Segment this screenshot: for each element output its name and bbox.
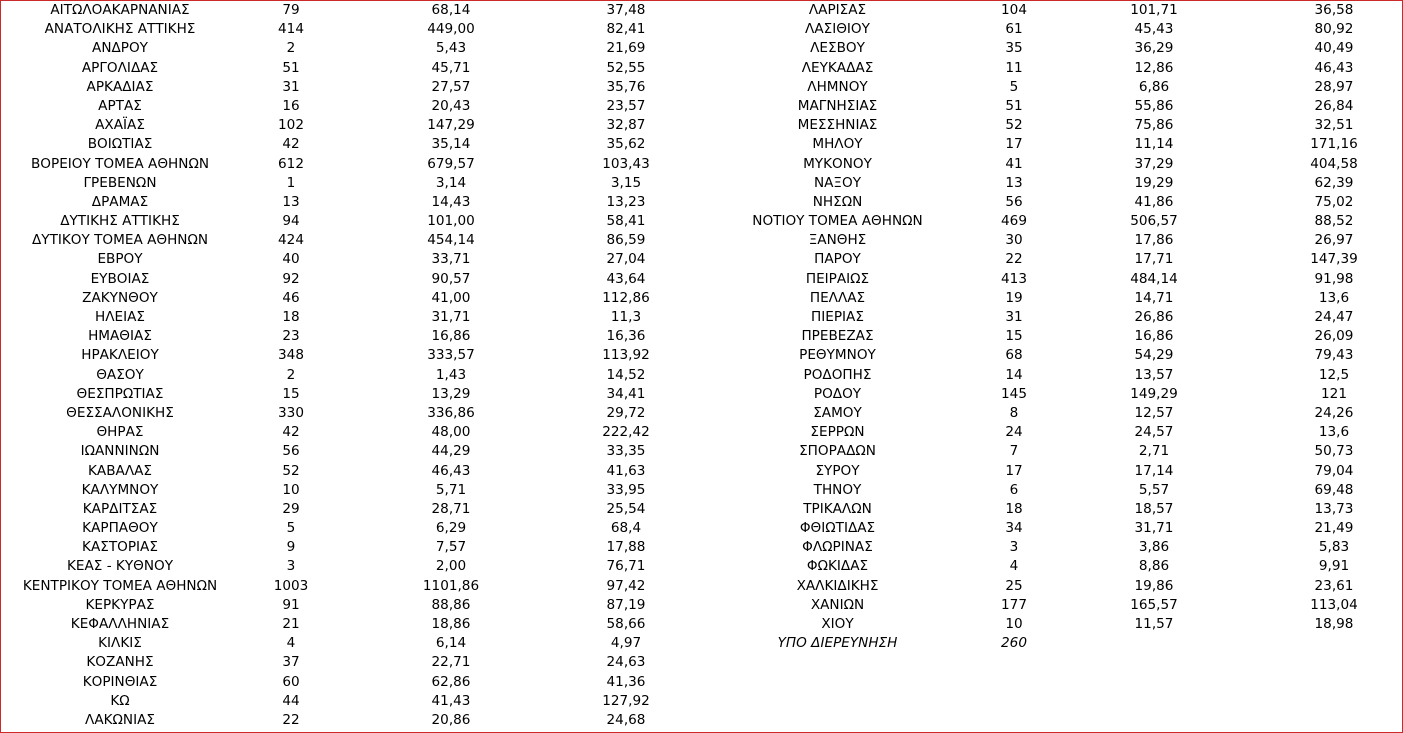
average-cell: 6,86: [1138, 78, 1170, 95]
average-cell: 18,86: [431, 616, 471, 632]
left-region-column: [11, 1, 229, 730]
average-cell: 2,00: [435, 558, 467, 575]
average-cell: 19,29: [1134, 174, 1174, 191]
region-name-cell: ΠΕΛΛΑΣ: [809, 289, 866, 306]
cases-cell: 51: [1005, 97, 1023, 114]
cases-cell: 413: [1001, 270, 1027, 287]
cases-cell: 56: [1005, 193, 1023, 210]
cases-cell: 52: [1005, 117, 1023, 134]
incidence-cell: 69,48: [1314, 481, 1354, 498]
region-name-cell: ΖΑΚΥΝΘΟΥ: [82, 289, 158, 306]
cases-cell: 13: [1005, 174, 1023, 191]
region-name-cell: ΑΧΑΪΑΣ: [95, 117, 145, 134]
incidence-cell: 52,55: [606, 59, 646, 76]
cases-cell: 16: [282, 97, 300, 114]
right-cases-column: [984, 1, 1044, 653]
region-name-cell: ΕΥΒΟΙΑΣ: [90, 270, 150, 287]
incidence-cell: 87,19: [606, 596, 646, 613]
region-name-cell: ΙΩΑΝΝΙΝΩΝ: [80, 443, 160, 460]
cases-cell: 60: [282, 673, 300, 690]
incidence-cell: 147,39: [1310, 251, 1358, 268]
region-name-cell: ΚΕΝΤΡΙΚΟΥ ΤΟΜΕΑ ΑΘΗΝΩΝ: [22, 577, 218, 594]
region-name-cell: ΤΡΙΚΑΛΩΝ: [803, 500, 872, 517]
region-name-cell: ΧΑΝΙΩΝ: [810, 596, 865, 613]
average-cell: 26,86: [1134, 309, 1174, 325]
cases-cell: 35: [1005, 40, 1023, 57]
cases-cell: 177: [1001, 596, 1027, 613]
region-name-cell: ΣΑΜΟΥ: [813, 404, 862, 421]
region-name-cell: ΡΟΔΟΥ: [813, 385, 862, 402]
left-average-column: [371, 1, 531, 730]
average-cell: 45,71: [431, 59, 471, 76]
average-cell: 6,29: [435, 520, 467, 537]
cases-cell: 29: [282, 500, 300, 517]
cases-cell: 10: [282, 481, 300, 498]
incidence-cell: 23,57: [606, 97, 646, 114]
incidence-cell: 35,76: [606, 78, 646, 95]
average-cell: 62,86: [431, 673, 471, 690]
cases-cell: 7: [1009, 443, 1019, 460]
region-name-cell: ΘΕΣΣΑΛΟΝΙΚΗΣ: [66, 404, 174, 421]
cases-cell: 61: [1005, 21, 1023, 38]
cases-cell: 102: [278, 117, 304, 134]
incidence-cell: 171,16: [1310, 136, 1358, 153]
region-name-cell: ΗΡΑΚΛΕΙΟΥ: [81, 347, 159, 364]
incidence-cell: 24,68: [606, 711, 646, 728]
region-name-cell: ΗΜΑΘΙΑΣ: [88, 328, 152, 345]
incidence-cell: 75,02: [1314, 193, 1354, 210]
average-cell: 19,86: [1134, 577, 1174, 594]
cases-cell: 11: [1005, 59, 1023, 76]
average-cell: 449,00: [427, 21, 475, 38]
incidence-cell: 58,41: [606, 213, 646, 230]
average-cell: 12,86: [1134, 59, 1174, 76]
incidence-cell: 46,43: [1314, 59, 1354, 76]
incidence-cell: 26,09: [1314, 328, 1354, 345]
region-name-cell: ΧΑΛΚΙΔΙΚΗΣ: [796, 577, 879, 594]
cases-cell: 52: [282, 462, 300, 479]
average-cell: 33,71: [431, 251, 471, 268]
incidence-cell: 26,97: [1314, 232, 1354, 249]
cases-cell: 51: [282, 59, 300, 76]
average-cell: 27,57: [431, 78, 471, 95]
incidence-cell: 28,97: [1314, 78, 1354, 95]
average-cell: 11,57: [1134, 616, 1174, 632]
incidence-cell: 82,41: [606, 21, 646, 38]
cases-cell: 10: [1005, 616, 1023, 632]
region-name-cell: ΠΕΙΡΑΙΩΣ: [805, 270, 870, 287]
average-cell: 68,14: [431, 2, 471, 18]
average-cell: 28,71: [431, 500, 471, 517]
incidence-cell: 88,52: [1314, 213, 1354, 230]
left-cases-column: [261, 1, 321, 730]
cases-cell: 25: [1005, 577, 1023, 594]
incidence-cell: 33,95: [606, 481, 646, 498]
average-cell: 101,00: [427, 213, 475, 230]
region-name-cell: ΚΑΡΔΙΤΣΑΣ: [82, 500, 158, 517]
cases-cell: 22: [1005, 251, 1023, 268]
cases-cell: 42: [282, 424, 300, 441]
cases-cell: 18: [1005, 500, 1023, 517]
under-investigation-label: ΥΠΟ ΔΙΕΡΕΥΝΗΣΗ: [777, 635, 898, 652]
region-name-cell: ΜΗΛΟΥ: [812, 136, 863, 153]
cases-cell: 22: [282, 711, 300, 728]
incidence-cell: 18,98: [1314, 616, 1354, 632]
average-cell: 31,71: [1134, 520, 1174, 537]
region-name-cell: ΛΕΣΒΟΥ: [810, 40, 865, 57]
average-cell: 333,57: [427, 347, 475, 364]
cases-cell: 92: [282, 270, 300, 287]
average-cell: 55,86: [1134, 97, 1174, 114]
incidence-cell: 12,5: [1318, 366, 1350, 383]
cases-cell: 3: [286, 558, 296, 575]
cases-cell: 41: [1005, 155, 1023, 172]
average-cell: 48,00: [431, 424, 471, 441]
average-cell: 41,43: [431, 692, 471, 709]
cases-cell: 23: [282, 328, 300, 345]
region-name-cell: ΛΑΣΙΘΙΟΥ: [805, 21, 870, 38]
incidence-cell: 97,42: [606, 577, 646, 594]
incidence-cell: 13,6: [1318, 424, 1350, 441]
cases-cell: 18: [282, 309, 300, 325]
region-name-cell: ΚΕΑΣ - ΚΥΘΝΟΥ: [66, 558, 174, 575]
incidence-cell: 32,51: [1314, 117, 1354, 134]
region-name-cell: ΚΕΦΑΛΛΗΝΙΑΣ: [70, 616, 170, 632]
incidence-cell: 113,04: [1310, 596, 1358, 613]
average-cell: 45,43: [1134, 21, 1174, 38]
average-cell: 13,57: [1134, 366, 1174, 383]
cases-cell: 330: [278, 404, 304, 421]
average-cell: 18,57: [1134, 500, 1174, 517]
cases-cell: 145: [1001, 385, 1027, 402]
region-name-cell: ΠΡΕΒΕΖΑΣ: [801, 328, 874, 345]
average-cell: 3,14: [435, 174, 467, 191]
region-name-cell: ΝΗΣΩΝ: [812, 193, 863, 210]
average-cell: 41,00: [431, 289, 471, 306]
region-name-cell: ΝΑΞΟΥ: [813, 174, 862, 191]
cases-cell: 5: [1009, 78, 1019, 95]
incidence-cell: 50,73: [1314, 443, 1354, 460]
region-name-cell: ΚΟΖΑΝΗΣ: [86, 654, 154, 671]
incidence-cell: 113,92: [602, 347, 650, 364]
region-name-cell: ΑΝΑΤΟΛΙΚΗΣ ΑΤΤΙΚΗΣ: [44, 21, 196, 38]
cases-cell: 19: [1005, 289, 1023, 306]
average-cell: 22,71: [431, 654, 471, 671]
average-cell: 44,29: [431, 443, 471, 460]
left-incidence-column: [536, 1, 716, 730]
average-cell: 147,29: [427, 117, 475, 134]
incidence-cell: 34,41: [606, 385, 646, 402]
incidence-cell: 14,52: [606, 366, 646, 383]
average-cell: 24,57: [1134, 424, 1174, 441]
incidence-cell: 103,43: [602, 155, 650, 172]
average-cell: 149,29: [1130, 385, 1178, 402]
cases-cell: 15: [1005, 328, 1023, 345]
cases-cell: 9: [286, 539, 296, 556]
region-name-cell: ΣΥΡΟΥ: [815, 462, 860, 479]
average-cell: 46,43: [431, 462, 471, 479]
cases-cell: 30: [1005, 232, 1023, 249]
incidence-cell: 24,26: [1314, 404, 1354, 421]
incidence-cell: 37,48: [606, 2, 646, 18]
region-name-cell: ΜΑΓΝΗΣΙΑΣ: [797, 97, 878, 114]
cases-cell: 46: [282, 289, 300, 306]
cases-cell: 68: [1005, 347, 1023, 364]
average-cell: 16,86: [431, 328, 471, 345]
region-name-cell: ΦΩΚΙΔΑΣ: [806, 558, 869, 575]
average-cell: 5,43: [435, 40, 467, 57]
incidence-cell: 5,83: [1318, 539, 1350, 556]
average-cell: 20,86: [431, 711, 471, 728]
incidence-cell: 68,4: [610, 520, 642, 537]
incidence-cell: 17,88: [606, 539, 646, 556]
incidence-cell: 404,58: [1310, 155, 1358, 172]
cases-cell: 37: [282, 654, 300, 671]
incidence-cell: 86,59: [606, 232, 646, 249]
cases-cell: 24: [1005, 424, 1023, 441]
region-name-cell: ΑΝΔΡΟΥ: [92, 40, 148, 57]
region-name-cell: ΛΑΚΩΝΙΑΣ: [85, 711, 155, 728]
incidence-cell: 16,36: [606, 328, 646, 345]
incidence-cell: 91,98: [1314, 270, 1354, 287]
incidence-cell: 33,35: [606, 443, 646, 460]
average-cell: 2,71: [1138, 443, 1170, 460]
average-cell: 20,43: [431, 97, 471, 114]
cases-cell: 17: [1005, 136, 1023, 153]
right-incidence-column: [1244, 1, 1403, 634]
cases-cell: 15: [282, 385, 300, 402]
cases-cell: 612: [278, 155, 304, 172]
incidence-cell: 43,64: [606, 270, 646, 287]
incidence-cell: 32,87: [606, 117, 646, 134]
region-name-cell: ΑΡΚΑΔΙΑΣ: [86, 78, 154, 95]
average-cell: 13,29: [431, 385, 471, 402]
incidence-cell: 9,91: [1318, 558, 1350, 575]
average-cell: 5,57: [1138, 481, 1170, 498]
cases-cell: 31: [282, 78, 300, 95]
incidence-cell: 29,72: [606, 404, 646, 421]
incidence-cell: 112,86: [602, 289, 650, 306]
cases-cell: 13: [282, 193, 300, 210]
region-name-cell: ΣΕΡΡΩΝ: [810, 424, 865, 441]
region-name-cell: ΒΟΡΕΙΟΥ ΤΟΜΕΑ ΑΘΗΝΩΝ: [30, 155, 210, 172]
average-cell: 11,14: [1134, 136, 1174, 153]
cases-cell: 17: [1005, 462, 1023, 479]
region-name-cell: ΔΡΑΜΑΣ: [91, 193, 149, 210]
average-cell: 90,57: [431, 270, 471, 287]
average-cell: 17,86: [1134, 232, 1174, 249]
incidence-cell: 23,61: [1314, 577, 1354, 594]
incidence-cell: 27,04: [606, 251, 646, 268]
region-name-cell: ΚΑΡΠΑΘΟΥ: [82, 520, 158, 537]
region-name-cell: ΛΗΜΝΟΥ: [807, 78, 868, 95]
incidence-cell: 13,73: [1314, 500, 1354, 517]
average-cell: 14,71: [1134, 289, 1174, 306]
incidence-cell: 79,04: [1314, 462, 1354, 479]
cases-cell: 34: [1005, 520, 1023, 537]
region-name-cell: ΝΟΤΙΟΥ ΤΟΜΕΑ ΑΘΗΝΩΝ: [752, 213, 923, 230]
average-cell: 101,71: [1130, 2, 1178, 18]
region-name-cell: ΦΘΙΩΤΙΔΑΣ: [799, 520, 876, 537]
incidence-cell: 24,63: [606, 654, 646, 671]
cases-cell: 1003: [273, 577, 309, 594]
incidence-cell: 79,43: [1314, 347, 1354, 364]
cases-cell: 424: [278, 232, 304, 249]
average-cell: 5,71: [435, 481, 467, 498]
incidence-cell: 76,71: [606, 558, 646, 575]
cases-cell: 56: [282, 443, 300, 460]
incidence-cell: 4,97: [610, 635, 642, 652]
average-cell: 36,29: [1134, 40, 1174, 57]
cases-cell: 414: [278, 21, 304, 38]
cases-cell: 469: [1001, 213, 1027, 230]
region-name-cell: ΜΕΣΣΗΝΙΑΣ: [797, 117, 878, 134]
region-name-cell: ΚΙΛΚΙΣ: [98, 635, 142, 652]
region-name-cell: ΚΩ: [110, 692, 130, 709]
region-name-cell: ΕΒΡΟΥ: [97, 251, 143, 268]
region-name-cell: ΚΟΡΙΝΘΙΑΣ: [82, 673, 158, 690]
cases-cell: 104: [1001, 2, 1027, 18]
incidence-cell: 121: [1321, 385, 1347, 402]
incidence-cell: 13,6: [1318, 289, 1350, 306]
cases-cell: 8: [1009, 404, 1019, 421]
region-name-cell: ΒΟΙΩΤΙΑΣ: [87, 136, 153, 153]
cases-cell: 14: [1005, 366, 1023, 383]
average-cell: 8,86: [1138, 558, 1170, 575]
cases-cell: 6: [1009, 481, 1019, 498]
region-name-cell: ΠΑΡΟΥ: [814, 251, 861, 268]
under-investigation-cases: 260: [1001, 635, 1027, 652]
region-name-cell: ΠΙΕΡΙΑΣ: [811, 309, 864, 325]
average-cell: 484,14: [1130, 270, 1178, 287]
cases-cell: 31: [1005, 309, 1023, 325]
cases-cell: 44: [282, 692, 300, 709]
cases-cell: 21: [282, 616, 300, 632]
region-name-cell: ΚΑΣΤΟΡΙΑΣ: [82, 539, 158, 556]
right-region-column: [741, 1, 934, 653]
average-cell: 1101,86: [422, 577, 480, 594]
region-name-cell: ΗΛΕΙΑΣ: [94, 309, 145, 325]
incidence-cell: 3,15: [610, 174, 642, 191]
region-name-cell: ΘΑΣΟΥ: [96, 366, 144, 383]
incidence-cell: 58,66: [606, 616, 646, 632]
region-name-cell: ΘΕΣΠΡΩΤΙΑΣ: [76, 385, 164, 402]
region-name-cell: ΛΑΡΙΣΑΣ: [808, 2, 867, 18]
average-cell: 35,14: [431, 136, 471, 153]
incidence-cell: 26,84: [1314, 97, 1354, 114]
incidence-cell: 11,3: [610, 309, 642, 325]
average-cell: 75,86: [1134, 117, 1174, 134]
region-name-cell: ΣΠΟΡΑΔΩΝ: [799, 443, 876, 460]
incidence-cell: 35,62: [606, 136, 646, 153]
region-name-cell: ΡΕΘΥΜΝΟΥ: [799, 347, 876, 364]
cases-cell: 2: [286, 40, 296, 57]
cases-cell: 42: [282, 136, 300, 153]
incidence-cell: 62,39: [1314, 174, 1354, 191]
region-name-cell: ΑΡΓΟΛΙΔΑΣ: [81, 59, 159, 76]
cases-cell: 40: [282, 251, 300, 268]
region-name-cell: ΦΛΩΡΙΝΑΣ: [802, 539, 873, 556]
average-cell: 454,14: [427, 232, 475, 249]
region-name-cell: ΑΡΤΑΣ: [98, 97, 142, 114]
average-cell: 88,86: [431, 596, 471, 613]
cases-cell: 4: [1009, 558, 1019, 575]
average-cell: 12,57: [1134, 404, 1174, 421]
average-cell: 6,14: [435, 635, 467, 652]
right-average-column: [1074, 1, 1234, 634]
cases-cell: 4: [286, 635, 296, 652]
average-cell: 506,57: [1130, 213, 1178, 230]
region-name-cell: ΤΗΝΟΥ: [813, 481, 862, 498]
cases-cell: 3: [1009, 539, 1019, 556]
incidence-cell: 36,58: [1314, 2, 1354, 18]
average-cell: 17,14: [1134, 462, 1174, 479]
region-name-cell: ΔΥΤΙΚΟΥ ΤΟΜΕΑ ΑΘΗΝΩΝ: [31, 232, 209, 249]
cases-cell: 79: [282, 2, 300, 18]
region-name-cell: ΑΙΤΩΛΟΑΚΑΡΝΑΝΙΑΣ: [50, 2, 190, 18]
average-cell: 336,86: [427, 404, 475, 421]
cases-cell: 94: [282, 213, 300, 230]
cases-cell: 91: [282, 596, 300, 613]
incidence-cell: 24,47: [1314, 309, 1354, 325]
average-cell: 17,71: [1134, 251, 1174, 268]
incidence-cell: 25,54: [606, 500, 646, 517]
incidence-cell: 41,63: [606, 462, 646, 479]
average-cell: 3,86: [1138, 539, 1170, 556]
region-name-cell: ΔΥΤΙΚΗΣ ΑΤΤΙΚΗΣ: [60, 213, 180, 230]
region-name-cell: ΧΙΟΥ: [821, 616, 854, 632]
average-cell: 14,43: [431, 193, 471, 210]
incidence-cell: 41,36: [606, 673, 646, 690]
region-name-cell: ΡΟΔΟΠΗΣ: [803, 366, 872, 383]
cases-cell: 1: [286, 174, 296, 191]
average-cell: 54,29: [1134, 347, 1174, 364]
region-name-cell: ΞΑΝΘΗΣ: [808, 232, 867, 249]
incidence-cell: 80,92: [1314, 21, 1354, 38]
average-cell: 31,71: [431, 309, 471, 325]
region-name-cell: ΛΕΥΚΑΔΑΣ: [801, 59, 874, 76]
incidence-cell: 40,49: [1314, 40, 1354, 57]
region-name-cell: ΚΕΡΚΥΡΑΣ: [85, 596, 155, 613]
average-cell: 165,57: [1130, 596, 1178, 613]
incidence-cell: 13,23: [606, 193, 646, 210]
cases-cell: 5: [286, 520, 296, 537]
region-name-cell: ΚΑΒΑΛΑΣ: [87, 462, 153, 479]
average-cell: 7,57: [435, 539, 467, 556]
region-name-cell: ΓΡΕΒΕΝΩΝ: [83, 174, 157, 191]
region-name-cell: ΚΑΛΥΜΝΟΥ: [81, 481, 159, 498]
average-cell: 41,86: [1134, 193, 1174, 210]
incidence-cell: 222,42: [602, 424, 650, 441]
average-cell: 16,86: [1134, 328, 1174, 345]
average-cell: 679,57: [427, 155, 475, 172]
average-cell: 37,29: [1134, 155, 1174, 172]
region-name-cell: ΜΥΚΟΝΟΥ: [803, 155, 872, 172]
cases-cell: 348: [278, 347, 304, 364]
cases-cell: 2: [286, 366, 296, 383]
incidence-cell: 21,69: [606, 40, 646, 57]
incidence-cell: 127,92: [602, 692, 650, 709]
incidence-cell: 21,49: [1314, 520, 1354, 537]
average-cell: 1,43: [435, 366, 467, 383]
region-name-cell: ΘΗΡΑΣ: [96, 424, 144, 441]
